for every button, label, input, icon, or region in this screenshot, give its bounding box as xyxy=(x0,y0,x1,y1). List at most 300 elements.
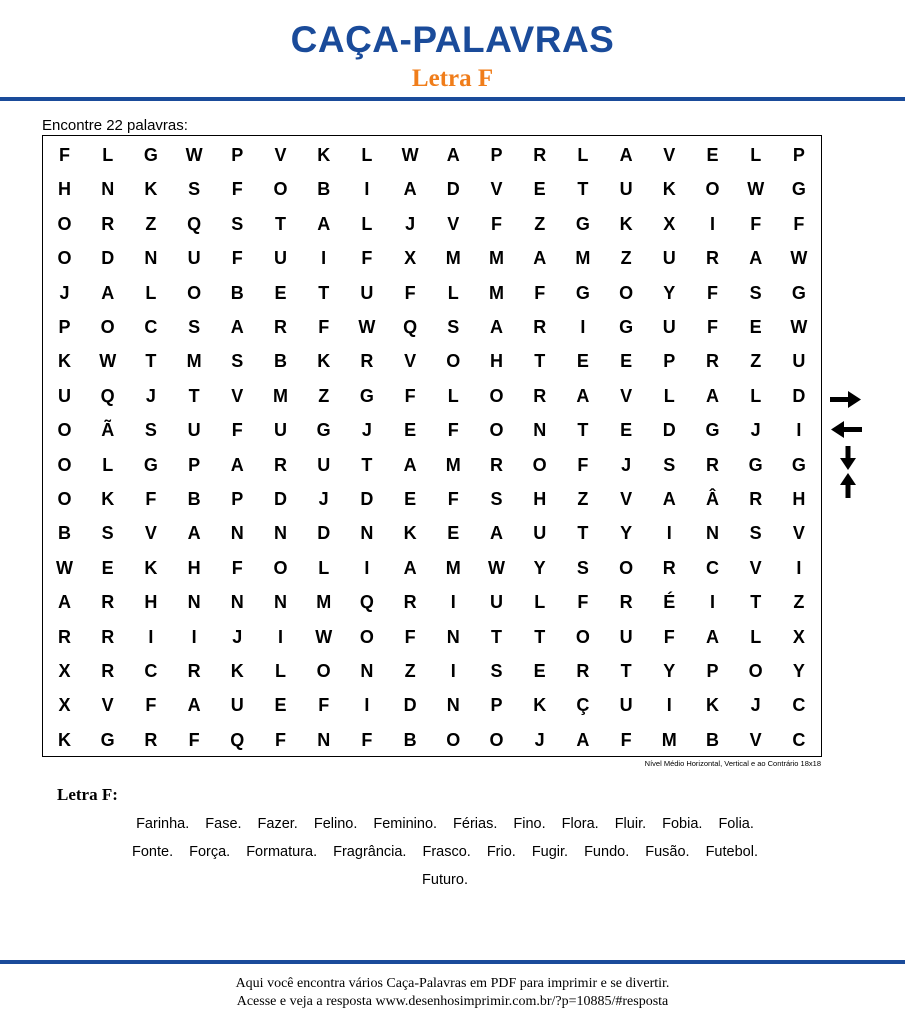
grid-cell: R xyxy=(706,248,719,269)
grid-cell: A xyxy=(706,385,719,406)
word-item: Fundo. xyxy=(584,844,630,860)
grid-cell: J xyxy=(145,385,156,406)
grid-cell: L xyxy=(534,592,546,613)
grid-cell: Y xyxy=(663,282,676,303)
grid-cell: S xyxy=(447,317,460,337)
grid-cell: R xyxy=(706,454,719,475)
grid-cell: R xyxy=(706,351,719,372)
grid-cell: A xyxy=(403,179,417,200)
grid-cell: G xyxy=(143,145,158,165)
grid-cell: H xyxy=(58,179,71,200)
grid-cell: K xyxy=(317,145,331,165)
grid-cell: J xyxy=(318,489,329,509)
grid-cell: W xyxy=(99,351,117,372)
grid-cell: V xyxy=(101,695,114,716)
grid-cell: W xyxy=(401,145,419,165)
grid-cell: Y xyxy=(620,523,633,544)
grid-cell: Z xyxy=(318,385,330,406)
grid-cell: V xyxy=(620,385,633,406)
grid-cell: L xyxy=(750,145,762,165)
grid-cell: H xyxy=(533,489,547,509)
grid-cell: F xyxy=(707,282,718,303)
grid-cell: G xyxy=(619,317,634,337)
grid-cell: A xyxy=(317,213,331,234)
word-item: Formatura. xyxy=(246,844,318,860)
grid-cell: G xyxy=(575,282,590,303)
grid-cell: V xyxy=(792,523,805,544)
grid-cell: U xyxy=(230,695,244,716)
grid-cell: N xyxy=(446,626,460,647)
grid-cell: A xyxy=(662,489,676,509)
grid-cell: R xyxy=(144,729,158,750)
grid-cell: K xyxy=(706,695,719,716)
grid-cell: O xyxy=(489,420,504,441)
grid-cell: N xyxy=(446,695,460,716)
word-item: Frasco. xyxy=(422,844,471,860)
grid-cell: D xyxy=(792,385,806,406)
grid-cell: K xyxy=(144,179,158,200)
grid-cell: F xyxy=(145,695,157,716)
grid-cell: N xyxy=(360,523,374,544)
grid-cell: U xyxy=(619,695,633,716)
grid-cell: H xyxy=(187,557,201,578)
grid-cell: Q xyxy=(100,385,115,406)
grid-cell: M xyxy=(661,729,677,750)
grid-cell: O xyxy=(57,454,72,475)
grid-cell: R xyxy=(533,385,547,406)
grid-cell: E xyxy=(620,420,633,441)
grid-cell: F xyxy=(231,248,243,269)
grid-cell: F xyxy=(750,213,762,234)
grid-cell: T xyxy=(275,213,286,234)
grid-cell: R xyxy=(101,626,115,647)
grid-cell: F xyxy=(404,626,416,647)
grid-cell: G xyxy=(575,213,590,234)
grid-cell: M xyxy=(273,385,288,406)
grid-cell: U xyxy=(187,248,201,269)
grid-cell: F xyxy=(318,317,330,337)
grid-cell: K xyxy=(58,729,71,750)
grid-cell: S xyxy=(749,523,762,544)
word-search-grid xyxy=(42,135,822,757)
grid-cell: G xyxy=(100,729,115,750)
grid-cell: F xyxy=(275,729,286,750)
grid-cell: P xyxy=(706,661,719,681)
grid-cell: E xyxy=(447,523,460,544)
grid-cell: V xyxy=(749,557,762,578)
bottom-divider xyxy=(0,960,905,964)
grid-cell: A xyxy=(749,248,763,269)
grid-cell: O xyxy=(100,317,115,337)
grid-cell: T xyxy=(577,420,589,441)
grid-cell: M xyxy=(489,282,504,303)
grid-cell: X xyxy=(663,213,676,234)
grid-cell: B xyxy=(274,351,287,372)
grid-cell: I xyxy=(364,695,370,716)
word-row xyxy=(60,840,830,864)
word-item: Fugir. xyxy=(531,844,569,860)
grid-cell: E xyxy=(620,351,633,372)
grid-cell: E xyxy=(533,179,546,200)
direction-arrows xyxy=(828,388,864,500)
grid-cell: D xyxy=(403,695,417,716)
grid-cell: O xyxy=(273,179,288,200)
grid-cell: M xyxy=(316,592,332,613)
grid-cell: U xyxy=(274,248,287,269)
arrow-left-icon xyxy=(831,421,862,438)
word-item: Fase. xyxy=(205,816,242,832)
grid-cell: A xyxy=(101,282,115,303)
grid-cell: K xyxy=(317,351,331,372)
grid-cell: T xyxy=(534,351,546,372)
grid-cell: T xyxy=(577,523,589,544)
grid-cell: T xyxy=(188,385,200,406)
grid-cell: Y xyxy=(792,661,805,681)
footer xyxy=(0,975,905,1011)
grid-cell: I xyxy=(450,661,456,681)
grid-cell: L xyxy=(102,454,114,475)
grid-cell: V xyxy=(663,145,676,165)
grid-cell: K xyxy=(101,489,115,509)
grid-cell: L xyxy=(750,385,762,406)
grid-cell: S xyxy=(490,661,503,681)
grid-cell: W xyxy=(790,248,808,269)
grid-cell: D xyxy=(662,420,676,441)
grid-cell: B xyxy=(317,179,331,200)
grid-cell: I xyxy=(321,248,327,269)
grid-cell: G xyxy=(748,454,763,475)
grid-cell: N xyxy=(706,523,719,544)
grid-cell: P xyxy=(58,317,71,337)
grid-cell: Q xyxy=(359,592,374,613)
grid-cell: L xyxy=(577,145,589,165)
grid-cell: Y xyxy=(533,557,546,578)
grid-cell: N xyxy=(274,592,287,613)
grid-cell: O xyxy=(748,661,763,681)
word-row xyxy=(60,868,830,892)
grid-cell: D xyxy=(317,523,331,544)
grid-cell: H xyxy=(490,351,503,372)
grid-cell: O xyxy=(57,248,72,269)
word-item: Felino. xyxy=(313,816,358,832)
grid-cell: Z xyxy=(404,661,416,681)
grid-cell: M xyxy=(489,248,504,269)
grid-cell: G xyxy=(791,282,806,303)
grid-cell: L xyxy=(750,626,762,647)
grid-cell: U xyxy=(274,420,287,441)
grid-cell: G xyxy=(705,420,720,441)
grid-cell: M xyxy=(445,454,461,475)
grid-cell: I xyxy=(148,626,154,647)
grid-cell: X xyxy=(58,661,71,681)
grid-cell: F xyxy=(404,282,416,303)
grid-cell: T xyxy=(145,351,157,372)
grid-cell: O xyxy=(359,626,374,647)
grid-cell: I xyxy=(364,557,370,578)
grid-cell: W xyxy=(185,145,203,165)
grid-cell: A xyxy=(230,317,244,337)
grid-cell: I xyxy=(796,557,802,578)
grid-cell: K xyxy=(619,213,633,234)
grid-cell: U xyxy=(317,454,331,475)
grid-cell: A xyxy=(706,626,719,647)
grid-cell: O xyxy=(446,351,461,372)
grid-cell: F xyxy=(577,454,589,475)
word-item: Fino. xyxy=(513,816,546,832)
grid-cell: O xyxy=(532,454,547,475)
grid-cell: W xyxy=(56,557,73,578)
grid-cell: L xyxy=(663,385,675,406)
grid-cell: S xyxy=(576,557,589,578)
grid-cell: B xyxy=(403,729,417,750)
grid-cell: E xyxy=(706,145,719,165)
grid-cell: T xyxy=(534,626,546,647)
grid-cell: V xyxy=(620,489,633,509)
grid-cell: L xyxy=(318,557,330,578)
grid-cell: R xyxy=(274,317,287,337)
grid-cell: T xyxy=(491,626,502,647)
grid-cell: N xyxy=(230,523,244,544)
grid-cell: P xyxy=(231,145,244,165)
grid-cell: S xyxy=(188,317,201,337)
grid-cell: S xyxy=(101,523,114,544)
grid-cell: M xyxy=(445,557,461,578)
grid-cell: E xyxy=(404,489,417,509)
grid-cell: J xyxy=(59,282,70,303)
arrow-down-icon xyxy=(840,446,856,470)
grid-cell: X xyxy=(404,248,417,269)
grid-cell: U xyxy=(662,248,676,269)
arrow-up-icon xyxy=(840,473,856,498)
grid-cell: X xyxy=(792,626,805,647)
grid-cell: W xyxy=(747,179,765,200)
grid-cell: L xyxy=(447,282,459,303)
grid-cell: U xyxy=(792,351,806,372)
grid-cell: P xyxy=(490,145,503,165)
grid-cell: K xyxy=(403,523,417,544)
grid-cell: R xyxy=(360,351,374,372)
grid-cell: N xyxy=(187,592,201,613)
grid-cell: H xyxy=(792,489,806,509)
grid-cell: Z xyxy=(750,351,762,372)
grid-cell: O xyxy=(57,420,72,441)
word-item: Fragrância. xyxy=(333,844,407,860)
grid-cell: R xyxy=(749,489,763,509)
grid-cell: H xyxy=(144,592,158,613)
grid-cell: O xyxy=(187,282,202,303)
grid-cell: N xyxy=(360,661,374,681)
grid-cell: W xyxy=(488,557,505,578)
grid-cell: V xyxy=(231,385,244,406)
grid-cell: S xyxy=(490,489,503,509)
grid-cell: C xyxy=(792,695,806,716)
word-item: Fusão. xyxy=(645,844,690,860)
grid-cell: F xyxy=(145,489,157,509)
grid-cell: W xyxy=(790,317,808,337)
grid-cell: V xyxy=(404,351,417,372)
grid-cell: N xyxy=(533,420,547,441)
grid-cell: T xyxy=(750,592,762,613)
word-item: Fluir. xyxy=(614,816,647,832)
footer-line-1: Aqui você encontra vários Caça-Palavras em PDF para imprimir e se divertir. xyxy=(235,976,670,991)
grid-cell: X xyxy=(58,695,71,716)
grid-cell: K xyxy=(58,351,71,372)
grid-cell: G xyxy=(791,179,806,200)
grid-cell: S xyxy=(231,351,244,372)
grid-cell: U xyxy=(619,626,633,647)
word-item: Força. xyxy=(189,844,231,860)
grid-cell: R xyxy=(101,592,115,613)
grid-cell: F xyxy=(534,282,546,303)
grid-cell: J xyxy=(534,729,545,750)
grid-cell: R xyxy=(58,626,71,647)
grid-cell: P xyxy=(792,145,805,165)
grid-cell: I xyxy=(364,179,370,200)
grid-cell: P xyxy=(490,695,503,716)
grid-cell: K xyxy=(230,661,244,681)
grid-cell: U xyxy=(619,179,633,200)
instruction-text: Encontre 22 palavras: xyxy=(42,117,188,134)
grid-cell: U xyxy=(490,592,503,613)
grid-cell: Q xyxy=(403,317,418,337)
grid-cell: B xyxy=(706,729,719,750)
word-list-heading: Letra F: xyxy=(57,785,118,804)
top-divider xyxy=(0,97,905,101)
grid-cell: A xyxy=(187,523,201,544)
grid-cell: Z xyxy=(577,489,589,509)
grid-cell: V xyxy=(144,523,157,544)
grid-cell: A xyxy=(230,454,244,475)
grid-cell: Z xyxy=(534,213,546,234)
grid-cell: T xyxy=(318,282,330,303)
grid-cell: E xyxy=(749,317,762,337)
grid-cell: E xyxy=(576,351,589,372)
grid-cell: A xyxy=(490,523,503,544)
grid-cell: U xyxy=(187,420,201,441)
grid-cell: S xyxy=(663,454,676,475)
word-list xyxy=(60,812,830,896)
grid-cell: C xyxy=(144,661,158,681)
grid-cell: B xyxy=(230,282,244,303)
grid-cell: E xyxy=(101,557,114,578)
grid-cell: I xyxy=(666,523,672,544)
grid-cell: F xyxy=(361,729,373,750)
grid-cell: Q xyxy=(187,213,202,234)
grid-cell: J xyxy=(621,454,632,475)
grid-cell: G xyxy=(316,420,331,441)
word-item: Feminino. xyxy=(373,816,438,832)
word-item: Fobia. xyxy=(662,816,703,832)
grid-cell: O xyxy=(705,179,720,200)
grid-cell: F xyxy=(577,592,589,613)
grid-cell: L xyxy=(361,213,373,234)
grid-cell: F xyxy=(231,420,243,441)
grid-cell: I xyxy=(709,592,715,613)
grid-cell: O xyxy=(489,385,504,406)
grid-cell: O xyxy=(57,213,72,234)
grid-cell: V xyxy=(274,145,287,165)
grid-cell: G xyxy=(791,454,806,475)
grid-cell: O xyxy=(619,282,634,303)
grid-cell: D xyxy=(274,489,287,509)
grid-cell: L xyxy=(275,661,286,681)
letter-grid xyxy=(43,136,821,756)
grid-cell: I xyxy=(277,626,283,647)
grid-cell: A xyxy=(576,729,590,750)
grid-cell: I xyxy=(709,213,715,234)
grid-cell: T xyxy=(620,661,632,681)
grid-cell: K xyxy=(662,179,676,200)
grid-cell: A xyxy=(187,695,201,716)
grid-cell: É xyxy=(663,592,676,613)
grid-cell: I xyxy=(191,626,197,647)
footer-line-2: Acesse e veja a resposta www.desenhosimprimir.com.br/?p=10885/#resposta xyxy=(236,994,669,1009)
grid-cell: J xyxy=(232,626,243,647)
page-title: CAÇA-PALAVRAS xyxy=(290,19,615,60)
grid-cell: W xyxy=(358,317,376,337)
word-item: Frio. xyxy=(486,844,516,860)
grid-cell: R xyxy=(619,592,633,613)
word-row xyxy=(60,812,830,836)
grid-cell: M xyxy=(186,351,202,372)
grid-cell: A xyxy=(403,454,417,475)
grid-cell: F xyxy=(361,248,373,269)
word-item: Flora. xyxy=(561,816,599,832)
word-item: Fazer. xyxy=(257,816,298,832)
grid-cell: O xyxy=(489,729,504,750)
grid-cell: M xyxy=(445,248,461,269)
grid-cell: I xyxy=(580,317,586,337)
grid-cell: B xyxy=(58,523,71,544)
page-subtitle: Letra F xyxy=(411,65,494,92)
grid-cell: F xyxy=(231,179,243,200)
grid-cell: N xyxy=(101,179,115,200)
word-item: Futuro. xyxy=(422,872,468,888)
grid-cell: L xyxy=(102,145,114,165)
grid-cell: N xyxy=(274,523,287,544)
grid-cell: U xyxy=(662,317,676,337)
grid-cell: R xyxy=(187,661,201,681)
grid-cell: R xyxy=(533,317,547,337)
grid-cell: S xyxy=(144,420,157,441)
grid-cell: R xyxy=(576,661,590,681)
grid-cell: N xyxy=(317,729,331,750)
grid-cell: F xyxy=(663,626,675,647)
grid-cell: P xyxy=(663,351,676,372)
grid-cell: U xyxy=(533,523,547,544)
grid-cell: E xyxy=(274,282,287,303)
grid-cell: A xyxy=(576,385,590,406)
grid-cell: C xyxy=(144,317,158,337)
grid-cell: A xyxy=(58,592,71,613)
grid-cell: R xyxy=(533,145,547,165)
grid-cell: A xyxy=(490,317,503,337)
grid-cell: V xyxy=(447,213,460,234)
grid-cell: D xyxy=(446,179,460,200)
grid-cell: C xyxy=(706,557,719,578)
grid-cell: S xyxy=(749,282,762,303)
grid-cell: S xyxy=(231,213,244,234)
grid-cell: F xyxy=(318,695,330,716)
grid-cell: F xyxy=(447,489,459,509)
grid-cell: R xyxy=(662,557,676,578)
grid-cell: M xyxy=(575,248,591,269)
word-item: Férias. xyxy=(453,816,498,832)
grid-cell: L xyxy=(145,282,157,303)
grid-cell: D xyxy=(101,248,115,269)
grid-cell: U xyxy=(58,385,71,406)
grid-cell: F xyxy=(620,729,632,750)
